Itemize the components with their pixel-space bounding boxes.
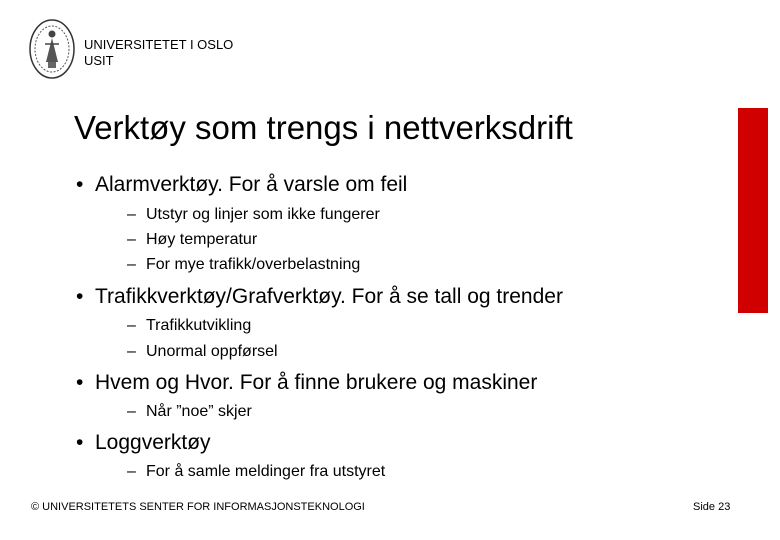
page-number: Side 23 <box>693 501 731 513</box>
bullet-text: Loggverktøy <box>95 431 211 454</box>
sub-item-text: Utstyr og linjer som ikke fungerer <box>146 206 380 223</box>
dash-glyph: – <box>127 317 136 334</box>
dash-glyph: – <box>127 256 136 273</box>
bullet-text: Alarmverktøy. For å varsle om feil <box>95 173 408 196</box>
dash-glyph: – <box>127 343 136 360</box>
bullet-text: Hvem og Hvor. For å finne brukere og maskiner <box>95 371 538 394</box>
dash-glyph: – <box>127 231 136 248</box>
bullet-item <box>76 430 211 456</box>
bullet-item <box>76 370 537 396</box>
sub-item-text: Trafikkutvikling <box>146 317 252 334</box>
sub-item <box>127 230 257 250</box>
sub-item-text: Unormal oppførsel <box>146 343 278 360</box>
sub-item <box>127 342 278 362</box>
bullet-glyph: • <box>76 431 84 454</box>
department-name: USIT <box>84 53 114 68</box>
bullet-glyph: • <box>76 173 84 196</box>
bullet-text: Trafikkverktøy/Grafverktøy. For å se tall og trender <box>95 285 563 308</box>
sub-item-text: For mye trafikk/overbelastning <box>146 256 361 273</box>
sub-item-text: For å samle meldinger fra utstyret <box>146 463 386 480</box>
sub-item <box>127 462 385 482</box>
dash-glyph: – <box>127 206 136 223</box>
institution-name: UNIVERSITETET I OSLO <box>84 37 234 52</box>
university-seal-icon <box>28 18 76 80</box>
sub-item <box>127 205 380 225</box>
sub-item <box>127 255 360 275</box>
sub-item-text: Høy temperatur <box>146 231 258 248</box>
bullet-item <box>76 284 563 310</box>
sub-item <box>127 316 251 336</box>
bullet-glyph: • <box>76 285 84 308</box>
dash-glyph: – <box>127 463 136 480</box>
dash-glyph: – <box>127 403 136 420</box>
bullet-glyph: • <box>76 371 84 394</box>
slide-title: Verktøy som trengs i nettverksdrift <box>74 109 573 146</box>
accent-bar <box>738 108 768 313</box>
bullet-item <box>76 172 407 198</box>
footer-copyright: © UNIVERSITETETS SENTER FOR INFORMASJONSTEKNOLOGI <box>31 501 365 513</box>
sub-item-text: Når ”noe” skjer <box>146 403 252 420</box>
sub-item <box>127 402 252 422</box>
header <box>84 37 233 69</box>
